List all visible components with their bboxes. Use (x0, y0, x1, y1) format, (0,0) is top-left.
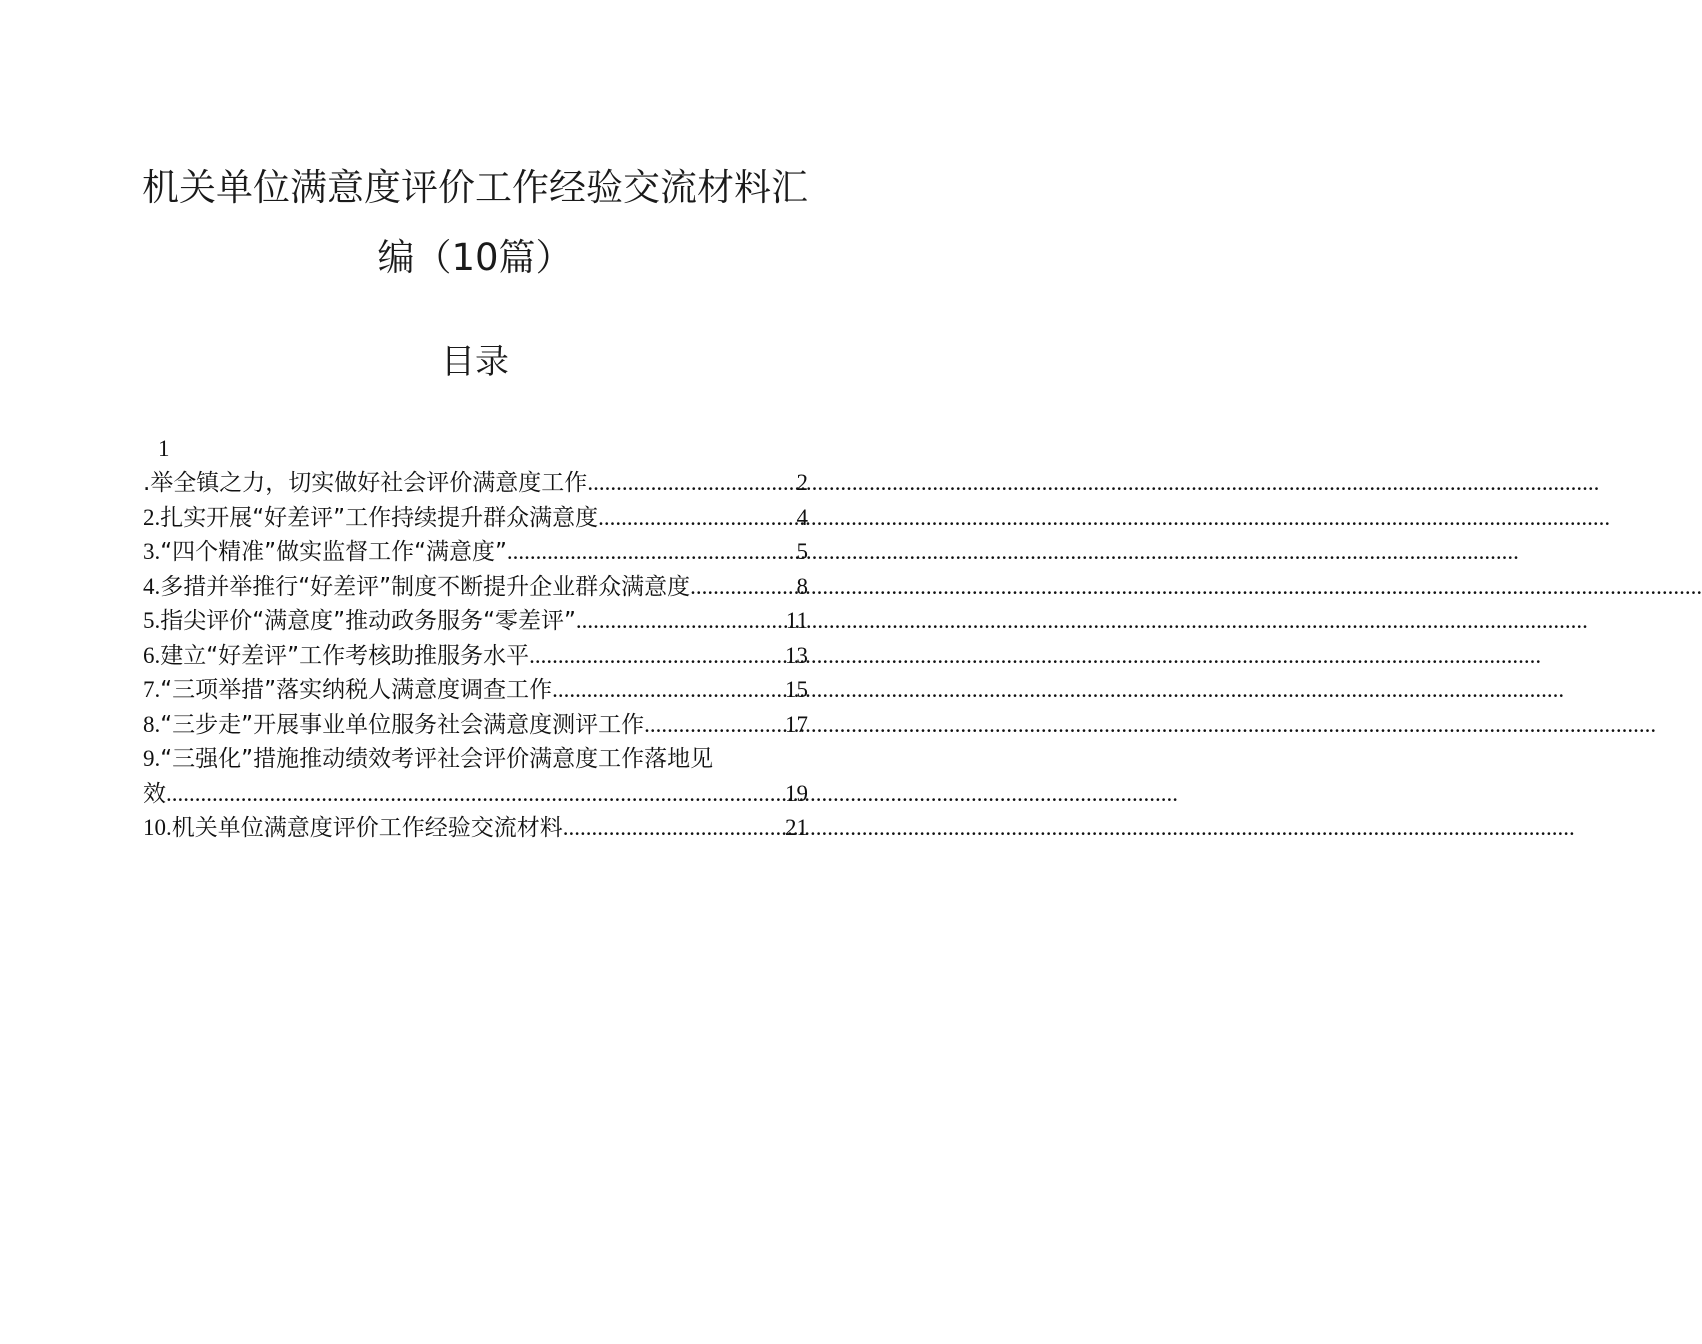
toc-entry-text: 机关单位满意度评价工作经验交流材料 (171, 815, 563, 841)
toc-entry-8[interactable] (143, 708, 808, 743)
toc-dot-leader (690, 570, 796, 605)
toc-entry-text: “三步走”开展事业单位服务社会满意度测评工作 (160, 711, 645, 738)
toc-dot-leader (552, 673, 785, 708)
toc-entry-4[interactable] (143, 570, 808, 605)
toc-entry-9-line-1[interactable] (143, 742, 808, 777)
toc-entry-text: .举全镇之力，切实做好社会评价满意度工作 (143, 470, 588, 496)
toc-heading: 目录 (441, 342, 509, 382)
toc-entry-number: 5. (143, 608, 161, 633)
toc-entry-number: 7. (143, 677, 161, 702)
toc-entry-6[interactable] (143, 639, 808, 674)
document-title-line-2: 编（10篇） (377, 236, 573, 279)
toc-entry-number: 3. (143, 539, 161, 564)
toc-entry-number: 8. (143, 711, 161, 737)
toc-entry-1[interactable] (143, 466, 808, 501)
toc-entry-text: 指尖评价“满意度”推动政务服务“零差评” (160, 608, 576, 634)
toc-entry-number: 2. (143, 504, 161, 530)
toc-entry-number: 4. (143, 573, 161, 599)
toc-page-number: 17 (785, 711, 808, 737)
toc-page-number: 2 (796, 470, 808, 495)
toc-dot-leader (563, 811, 785, 846)
toc-entry-text: “三强化”措施推动绩效考评社会评价满意度工作落地见 (160, 746, 714, 772)
toc-entry-text: 效 (143, 780, 166, 807)
table-of-contents (143, 432, 808, 846)
toc-page-number: 13 (785, 642, 808, 668)
toc-dot-leader (576, 604, 786, 639)
toc-dot-leader (587, 466, 796, 501)
toc-entry-3[interactable] (143, 535, 808, 570)
toc-page-number: 5 (796, 539, 808, 564)
toc-dot-leader (598, 501, 796, 536)
toc-dot-leader (644, 708, 785, 743)
toc-entry-number: 10. (143, 815, 172, 840)
toc-page-number: 15 (785, 677, 808, 702)
toc-page-number: 4 (796, 504, 808, 530)
toc-page-number: 11 (785, 608, 808, 633)
toc-page-number: 21 (785, 815, 808, 840)
toc-entry-text: 多措并举推行“好差评”制度不断提升企业群众满意度 (160, 573, 691, 600)
toc-dot-leader (166, 777, 785, 812)
toc-entry-text: 建立“好差评”工作考核助推服务水平 (160, 642, 530, 669)
toc-dot-leader (507, 535, 797, 570)
document-title-line-1: 机关单位满意度评价工作经验交流材料汇 (142, 166, 808, 209)
toc-entry-text: “四个精准”做实监督工作“满意度” (160, 539, 507, 565)
toc-page-number: 19 (785, 780, 808, 806)
toc-entry-7[interactable] (143, 673, 808, 708)
toc-entry-10[interactable] (143, 811, 808, 846)
toc-dot-leader (529, 639, 785, 674)
toc-entry-5[interactable] (143, 604, 808, 639)
toc-entry-9-line-2[interactable] (143, 777, 808, 812)
toc-entry-2[interactable] (143, 501, 808, 536)
toc-entry-number: 6. (143, 642, 161, 668)
toc-entry-text: 扎实开展“好差评”工作持续提升群众满意度 (160, 504, 599, 531)
toc-entry-text: “三项举措”落实纳税人满意度调查工作 (160, 677, 553, 703)
toc-entry-1-number: 1 (158, 436, 170, 461)
toc-entry-number: 9. (143, 746, 161, 771)
toc-page-number: 8 (796, 573, 808, 599)
